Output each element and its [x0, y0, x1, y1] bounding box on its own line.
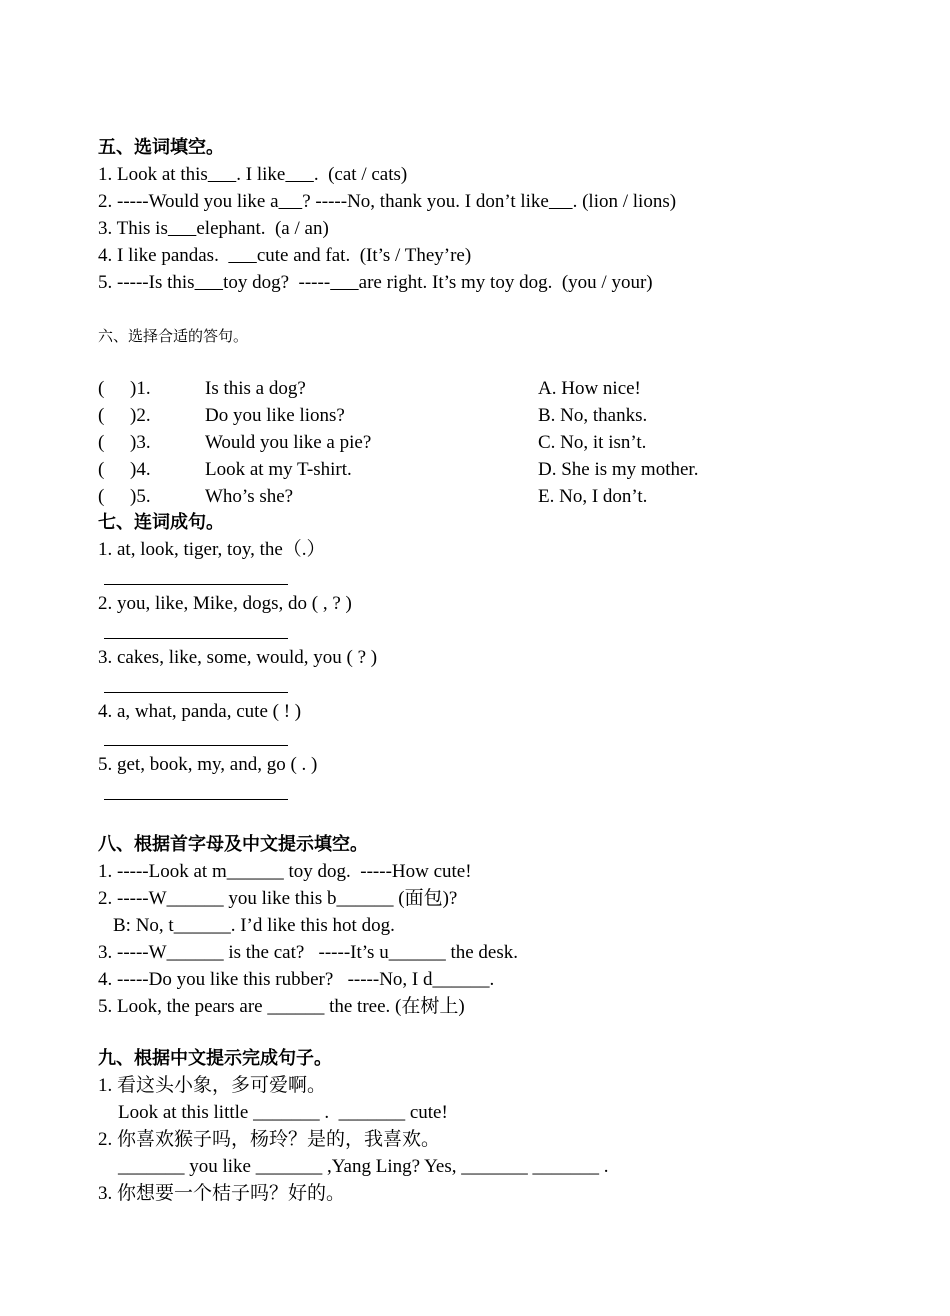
s8-line-6: 5. Look, the pears are ______ the tree. (在树上) — [98, 996, 465, 1017]
s8-line-1: 1. -----Look at m______ toy dog. -----How cute! — [98, 861, 472, 882]
s7-q4: 4. a, what, panda, cute ( ! ) — [98, 701, 302, 722]
answer-line — [104, 692, 288, 693]
s9-line-4: _______ you like _______ ,Yang Ling? Yes, _______ _______ . — [118, 1156, 609, 1177]
s7-q3: 3. cakes, like, some, would, you ( ? ) — [98, 647, 378, 668]
answer-line — [104, 638, 288, 639]
section9-title: 九、根据中文提示完成句子。 — [98, 1048, 332, 1069]
section6-title: 六、选择合适的答句。 — [98, 327, 249, 345]
s7-q5: 5. get, book, my, and, go ( . ) — [98, 754, 318, 775]
s5-q5: 5. -----Is this toy dog? ----- are right. It’s my toy dog. (you / your) — [98, 272, 653, 293]
s6-row-3: ( )3. Would you like a pie? C. No, it isn’t. — [98, 432, 647, 453]
s9-line-3: 2. 你喜欢猴子吗，杨玲？是的，我喜欢。 — [98, 1129, 441, 1150]
section8-title: 八、根据首字母及中文提示填空。 — [98, 834, 368, 855]
s6-row-1: ( )1. Is this a dog? A. How nice! — [98, 378, 641, 399]
s5-q2: 2. -----Would you like a ? -----No, thank you. I don’t like . (lion / lions) — [98, 191, 677, 212]
s5-q4: 4. I like pandas. cute and fat. (It’s / They’re) — [98, 245, 472, 266]
answer-line — [104, 584, 288, 585]
s5-q3: 3. This is elephant. (a / an) — [98, 218, 329, 239]
s8-line-2: 2. -----W______ you like this b______ (面包)? — [98, 888, 458, 909]
s8-line-3: B: No, t______. I’d like this hot dog. — [113, 915, 395, 936]
answer-line — [104, 745, 288, 746]
s5-q1: 1. Look at this . I like . (cat / cats) — [98, 164, 408, 185]
s9-line-1: 1. 看这头小象，多可爱啊。 — [98, 1075, 327, 1096]
answer-line — [104, 799, 288, 800]
s6-row-5: ( )5. Who’s she? E. No, I don’t. — [98, 486, 648, 507]
s7-q2: 2. you, like, Mike, dogs, do ( , ? ) — [98, 593, 352, 614]
section5-title: 五、选词填空。 — [98, 137, 224, 158]
s6-row-4: ( )4. Look at my T-shirt. D. She is my mother. — [98, 459, 699, 480]
s8-line-4: 3. -----W______ is the cat? -----It’s u______ the desk. — [98, 942, 518, 963]
s8-line-5: 4. -----Do you like this rubber? -----No, I d______. — [98, 969, 495, 990]
s9-line-2: Look at this little _______ . _______ cute! — [118, 1102, 448, 1123]
s6-row-2: ( )2. Do you like lions? B. No, thanks. — [98, 405, 648, 426]
s9-line-5: 3. 你想要一个桔子吗？好的。 — [98, 1183, 346, 1204]
s7-q1: 1. at, look, tiger, toy, the（.） — [98, 539, 326, 560]
section7-title: 七、连词成句。 — [98, 512, 224, 533]
